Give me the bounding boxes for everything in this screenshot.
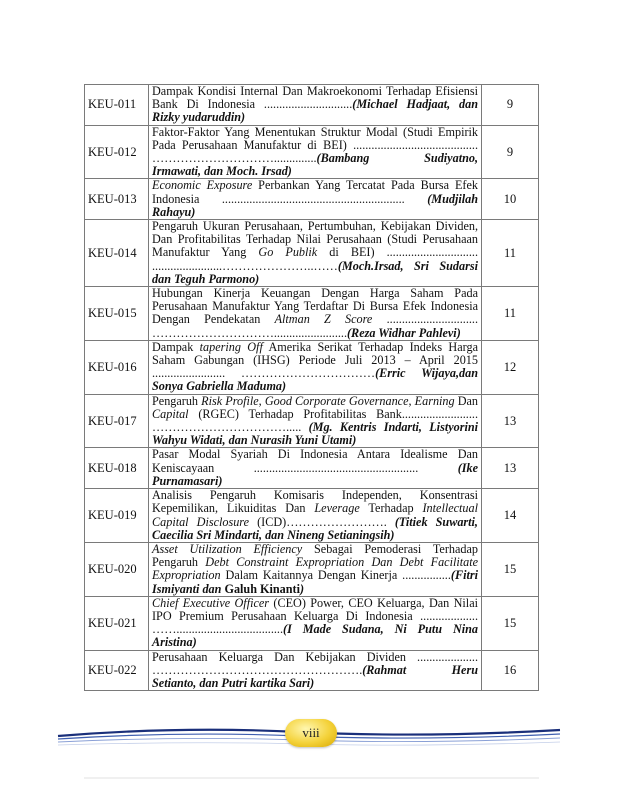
entry-page: 12 bbox=[482, 340, 539, 394]
entry-authors: Galuh Kinanti bbox=[224, 581, 300, 596]
entry-title-text: Pasar Modal Syariah Di Indonesia Antara Idealisme Dan Keniscayaan ...................................................... bbox=[152, 447, 478, 475]
entry-title-text: Asset Utilization Efficiency bbox=[152, 541, 303, 556]
entry-title-text: Economic Exposure bbox=[152, 178, 253, 193]
entry-page: 13 bbox=[482, 448, 539, 489]
entry-code: KEU-014 bbox=[85, 220, 149, 287]
entry-authors: (Mg. Kentris Indarti, Listyorini Wahyu Widati, dan Nurasih Yuni Utami) bbox=[152, 420, 478, 448]
entry-page: 15 bbox=[482, 542, 539, 596]
entry-title bbox=[149, 340, 482, 394]
entry-title-text: di BEI) .............................. .......................…………………..…… bbox=[152, 245, 478, 273]
toc-row bbox=[85, 394, 539, 448]
entry-title-text: , bbox=[408, 393, 415, 408]
entry-authors: (Erric Wijaya,dan Sonya Gabriella Maduma) bbox=[152, 366, 479, 394]
entry-title-text: Dampak bbox=[152, 339, 200, 354]
entry-authors: (Reza Widhar Pahlevi) bbox=[347, 325, 461, 340]
entry-title-text: Intellectual Capital Disclosure bbox=[152, 501, 478, 529]
entry-title-text: , bbox=[258, 393, 265, 408]
entry-title-text: (ICD)……………………. bbox=[249, 514, 395, 529]
page-number-badge bbox=[285, 719, 337, 747]
toc-row bbox=[85, 650, 539, 691]
entry-title-text: Sebagai Pemoderasi Terhadap Pengaruh bbox=[152, 541, 478, 570]
table-of-contents bbox=[84, 84, 539, 691]
entry-title-text: Chief Executive Officer bbox=[152, 595, 270, 610]
entry-authors: (Fitri Ismiyanti dan bbox=[152, 568, 478, 596]
toc-row bbox=[85, 542, 539, 596]
page-footer bbox=[0, 708, 617, 800]
entry-page: 9 bbox=[482, 125, 539, 179]
entry-code: KEU-013 bbox=[85, 179, 149, 220]
toc-row bbox=[85, 179, 539, 220]
entry-code: KEU-016 bbox=[85, 340, 149, 394]
entry-authors: ) bbox=[300, 581, 305, 596]
entry-title bbox=[149, 542, 482, 596]
toc-row bbox=[85, 85, 539, 126]
entry-title bbox=[149, 125, 482, 179]
entry-authors: (Michael Hadjaat, dan Rizky yudaruddin) bbox=[152, 97, 479, 125]
entry-title-text: (RGEC) Terhadap Profitabilitas Bank......................... ……………………………..... bbox=[152, 406, 478, 435]
toc-row bbox=[85, 596, 539, 650]
entry-title-text: Pengaruh Ukuran Perusahaan, Pertumbuhan, Kebijakan Dividen, Dan Profitabilitas Terhadap Nilai Perusahaan (Studi Perusahaan Manufaktur Yang bbox=[152, 219, 478, 260]
entry-title-text: (CEO) Power, CEO Keluarga, Dan Nilai IPO Premium Perusahaan Keluarga Di Indonesia ................... ……................................... bbox=[152, 595, 478, 637]
entry-page: 15 bbox=[482, 596, 539, 650]
toc-row bbox=[85, 340, 539, 394]
entry-title-text: Pengaruh bbox=[152, 393, 202, 408]
entry-code: KEU-017 bbox=[85, 394, 149, 448]
entry-page: 11 bbox=[482, 220, 539, 287]
entry-title bbox=[149, 448, 482, 489]
entry-page: 13 bbox=[482, 394, 539, 448]
entry-title-text: Dampak Kondisi Internal Dan Makroekonomi Terhadap Efisiensi Bank Di Indonesia ............................. bbox=[152, 84, 478, 112]
toc-body bbox=[85, 85, 539, 691]
entry-title bbox=[149, 85, 482, 126]
toc-row bbox=[85, 489, 539, 543]
entry-page: 11 bbox=[482, 287, 539, 341]
entry-title-text: Dalam Kaitannya Dengan Kinerja ................ bbox=[220, 568, 451, 583]
entry-title-text: tapering Off bbox=[199, 339, 263, 354]
entry-title-text: Amerika Serikat Terhadap Indeks Harga Saham Gabungan (IHSG) Periode Juli 2013 – April 2015 ........................ …………………………… bbox=[152, 339, 478, 381]
entry-title-text: Risk Profile bbox=[201, 393, 259, 408]
entry-code: KEU-015 bbox=[85, 287, 149, 341]
entry-code: KEU-011 bbox=[85, 85, 149, 126]
entry-title bbox=[149, 596, 482, 650]
entry-authors: (Ike Purnamasari) bbox=[152, 460, 478, 488]
entry-page: 16 bbox=[482, 650, 539, 691]
entry-authors: (Moch.Irsad, Sri Sudarsi dan Teguh Parmono) bbox=[152, 258, 478, 286]
entry-title bbox=[149, 394, 482, 448]
toc-row bbox=[85, 448, 539, 489]
toc-row bbox=[85, 125, 539, 179]
entry-title-text: Leverage bbox=[314, 501, 360, 516]
entry-title-text: Earning bbox=[414, 393, 455, 408]
toc-row bbox=[85, 220, 539, 287]
entry-authors: (Bambang Sudiyatno, Irmawati, dan Moch. Irsad) bbox=[152, 151, 478, 179]
entry-title bbox=[149, 650, 482, 691]
entry-authors: (Mudjilah Rahayu) bbox=[152, 191, 478, 219]
entry-title-text: Altman Z Score bbox=[274, 312, 373, 327]
entry-title bbox=[149, 179, 482, 220]
toc-row bbox=[85, 287, 539, 341]
entry-title-text: .............................. …………………………........................ bbox=[152, 312, 479, 340]
entry-code: KEU-019 bbox=[85, 489, 149, 543]
entry-title-text: Terhadap bbox=[359, 501, 423, 516]
entry-code: KEU-020 bbox=[85, 542, 149, 596]
entry-authors: (Rahmat Heru Setianto, dan Putri kartika Sari) bbox=[152, 662, 478, 690]
entry-code: KEU-022 bbox=[85, 650, 149, 691]
entry-title-text: Debt Constraint Expropriation Dan Debt Facilitate Expropriation bbox=[152, 555, 478, 583]
entry-title-text: Perusahaan Keluarga Dan Kebijakan Dividen .................... ……………………………………………. bbox=[152, 649, 478, 677]
entry-page: 10 bbox=[482, 179, 539, 220]
entry-title-text: Perbankan Yang Tercatat Pada Bursa Efek Indonesia ............................................................ bbox=[152, 178, 478, 206]
entry-page: 14 bbox=[482, 489, 539, 543]
entry-authors: (Titiek Suwarti, Caecilia Sri Mindarti, dan Nineng Setianingsih) bbox=[152, 514, 478, 542]
entry-title-text: Go Publik bbox=[258, 245, 318, 260]
entry-title-text: Faktor-Faktor Yang Menentukan Struktur Modal (Studi Empirik Pada Perusahaan Manufaktur di BEI) ......................................... ………………………….............. bbox=[152, 124, 478, 166]
entry-title bbox=[149, 489, 482, 543]
entry-title-text: Analisis Pengaruh Komisaris Independen, Konsentrasi Kepemilikan, Likuiditas Dan bbox=[152, 488, 478, 516]
page-number: viii bbox=[302, 725, 320, 740]
entry-title-text: Capital bbox=[152, 406, 189, 421]
entry-authors: (I Made Sudana, Ni Putu Nina Aristina) bbox=[152, 622, 478, 650]
entry-title bbox=[149, 287, 482, 341]
entry-code: KEU-012 bbox=[85, 125, 149, 179]
entry-title-text: Good Corporate Governance bbox=[264, 393, 409, 408]
entry-title bbox=[149, 220, 482, 287]
entry-title-text: Dan bbox=[454, 393, 479, 408]
entry-code: KEU-018 bbox=[85, 448, 149, 489]
entry-page: 9 bbox=[482, 85, 539, 126]
entry-title-text: Hubungan Kinerja Keuangan Dengan Harga Saham Pada Perusahaan Manufaktur Yang Terdaftar Di Bursa Efek Indonesia Dengan Pendekatan bbox=[152, 286, 478, 327]
entry-code: KEU-021 bbox=[85, 596, 149, 650]
